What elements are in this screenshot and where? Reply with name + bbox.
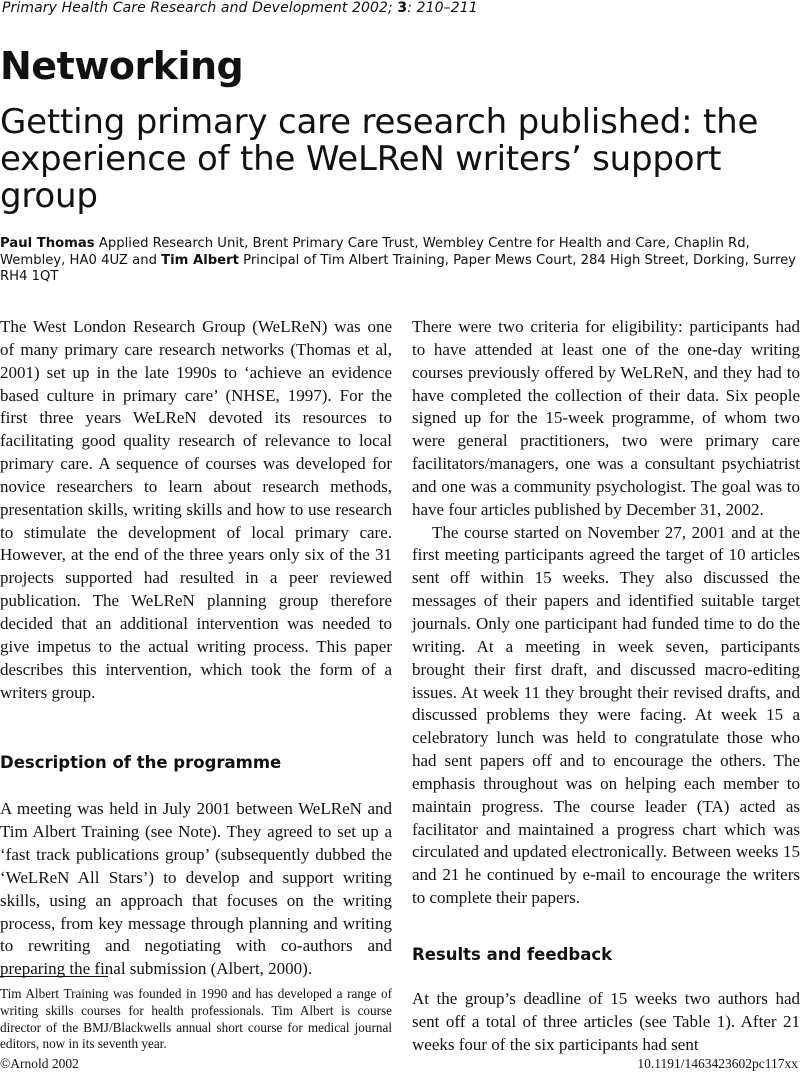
author-affiliation: Applied Research Unit, Brent Primary Care Trust, Wembley Centre for Health and Care, Chaplin Rd, Wembley, HA0 4UZ [0, 236, 750, 268]
body-paragraph: The course started on November 27, 2001 and at the first meeting participants agreed the target of 10 articles sent off within 15 weeks. They also discussed the messages of their papers and identified suitable target journals. Only one participant had funded time to do the writing. At a meeting in week seven, participants brought their first draft, and discussed macro-editing issues. At week 11 they brought their revised drafts, and discussed problems they were facing. At week 15 a celebratory lunch was held to congratulate those who had sent papers off and to encourage the others. The emphasis throughout was on helping each member to maintain progress. The course leader (TA) acted as facilitator and maintained a progress chart which was circulated and updated electronically. Between weeks 15 and 21 he continued by e-mail to encourage the writers to complete their papers. [412, 522, 800, 908]
intro-paragraph: The West London Research Group (WeLReN) was one of many primary care research networks (Thomas et al, 2001) set up in the late 1990s to ‘achieve an evidence based culture in primary care’ (NHSE, 1997). For the first three years WeLReN devoted its resources to facilitating good quality research of relevance to local primary care. A sequence of courses was developed for novice researchers to learn about research methods, presentation skills, writing skills and how to use research to stimulate the development of local primary care. However, at the end of the three years only six of the 31 projects supported had resulted in a peer reviewed publication. The WeLReN planning group therefore decided that an additional intervention was needed to give impetus to the actual writing process. This paper describes this intervention, which took the form of a writers group. [0, 317, 392, 702]
right-column [412, 316, 800, 1056]
body-paragraph: At the group’s deadline of 15 weeks two authors had sent off a total of three articles (see Table 1). After 21 weeks four of the six participants had sent [412, 988, 800, 1054]
journal-year: 2002; [352, 0, 393, 16]
footnote: Tim Albert Training was founded in 1990 and has developed a range of writing skills courses for health professionals. Tim Albert is course director of the BMJ/Blackwells annual short course for medical journal editors, now in its seventh year. [0, 986, 392, 1052]
journal-pages: : 210–211 [407, 0, 478, 16]
author-affiliations [0, 236, 798, 286]
author-name: Paul Thomas [0, 236, 95, 251]
journal-name: Primary Health Care Research and Development [2, 0, 348, 16]
body-paragraph: There were two criteria for eligibility: participants had to have attended at least one of the one-day writing courses previously offered by WeLReN, and they had to have completed the collection of their data. Six people signed up for the 15-week programme, of whom two were general practitioners, two were primary care facilitators/managers, one was a consultant psychiatrist and one was a community psychologist. The goal was to have four articles published by December 31, 2002. [412, 317, 800, 519]
author-name: Tim Albert [161, 252, 239, 268]
footnote-divider [0, 976, 108, 977]
article-title: Getting primary care research published: the experience of the WeLReN writers’ support group [0, 102, 759, 216]
left-column [0, 316, 392, 981]
body-paragraph: A meeting was held in July 2001 between WeLReN and Tim Albert Training (see Note). They agreed to set up a ‘fast track publications group’ (subsequently dubbed the ‘WeLReN All Stars’) to develop and support writing skills, using an approach that focuses on the writing process, from key message through planning and writing to rewriting and negotiating with co-authors and preparing the final submission (Albert, 2000). [0, 799, 392, 979]
copyright-notice: ©Arnold 2002 [0, 1056, 79, 1071]
section-heading: Description of the programme [0, 753, 282, 773]
author-affiliation: Principal of Tim Albert Training, Paper Mews Court, 284 High Street, Dorking, Surrey RH4 1QT [0, 252, 796, 284]
author-connector: and [132, 252, 157, 268]
running-head [2, 0, 478, 16]
journal-volume: 3 [397, 0, 408, 16]
section-label: Networking [0, 44, 244, 88]
section-heading: Results and feedback [412, 944, 613, 964]
doi: 10.1191/1463423602pc117xx [637, 1056, 798, 1071]
